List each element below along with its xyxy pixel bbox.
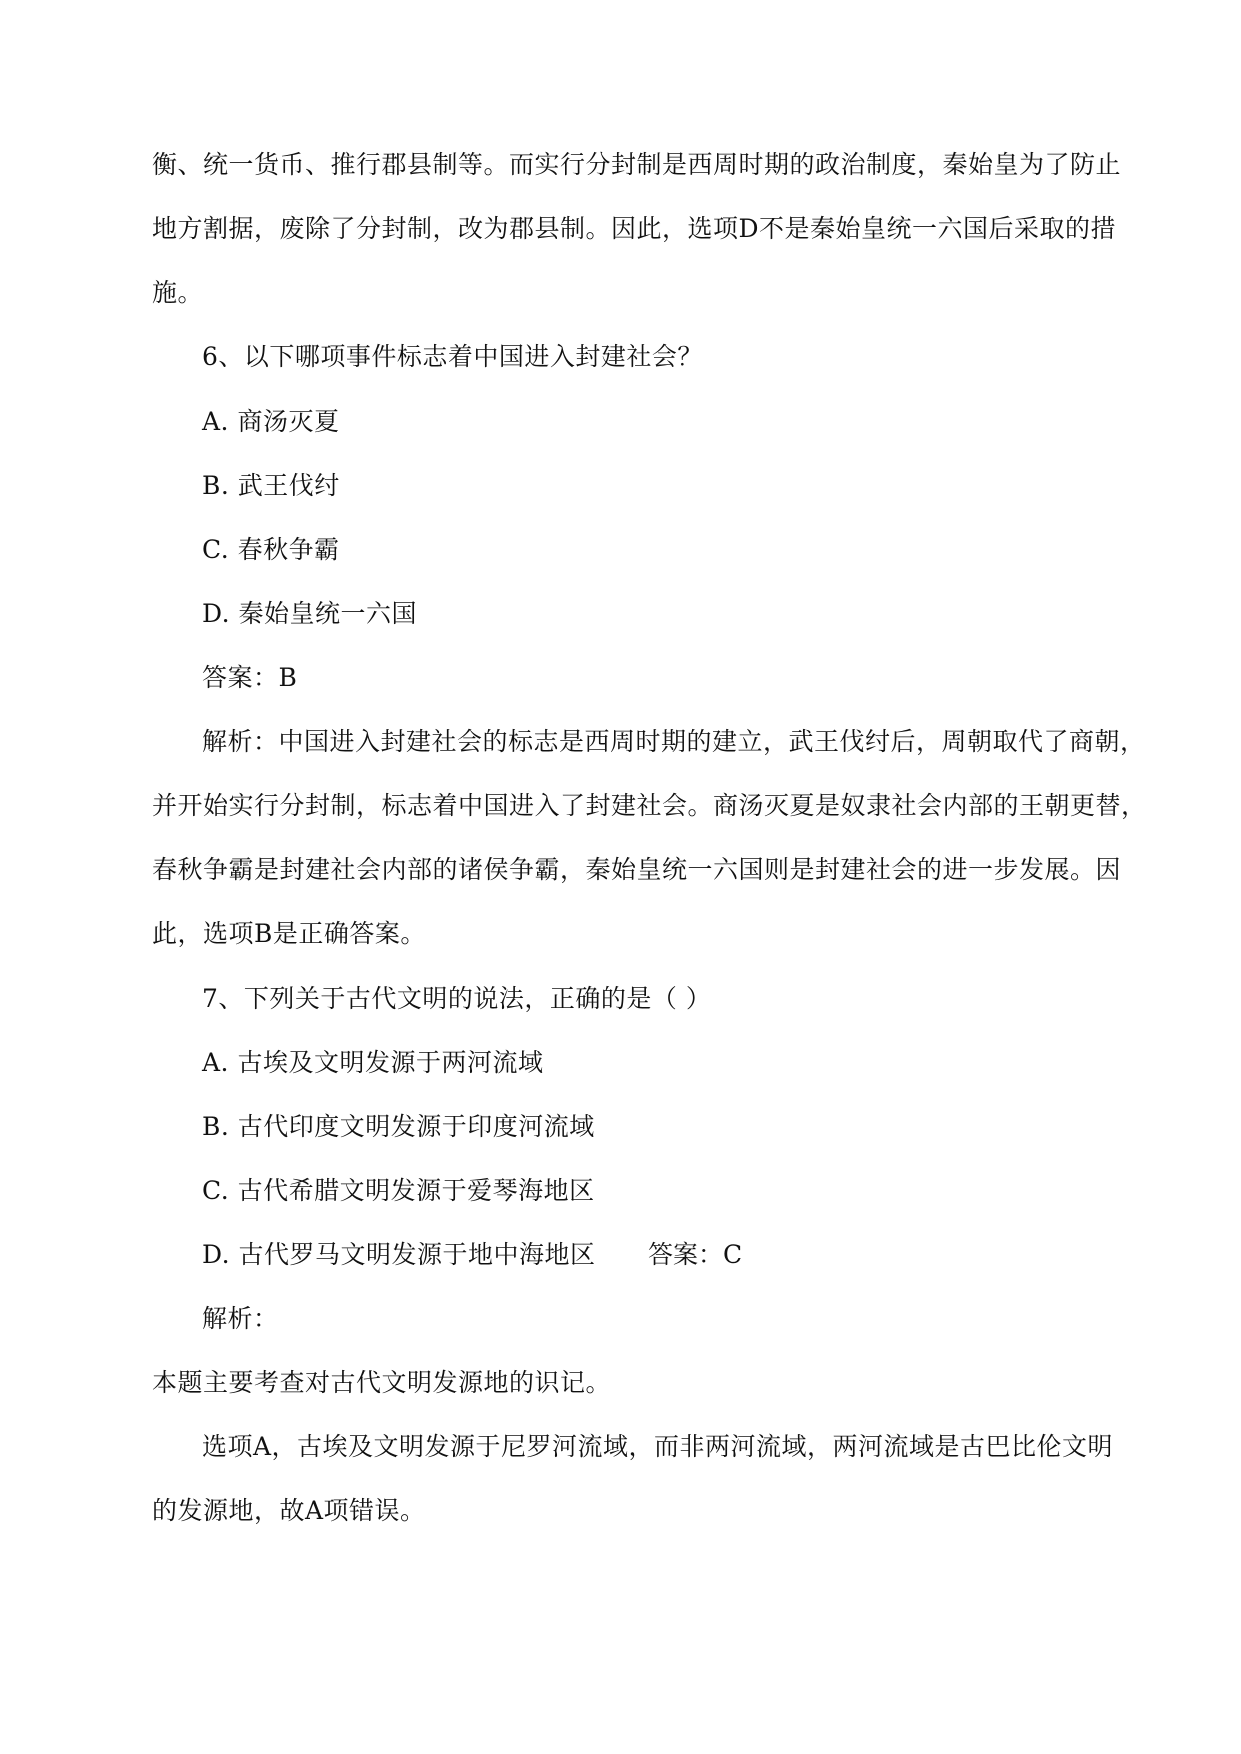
q6-option-b: B. 武王伐纣 [202,471,340,500]
q7-option-d: D. 古代罗马文明发源于地中海地区 [202,1240,596,1269]
q7-explanation-label: 解析： [202,1304,279,1333]
q6-explanation-line-4: 此，选项B是正确答案。 [152,919,426,948]
q5-explanation-line-3: 施。 [152,278,204,307]
q7-explanation-a-line-1: 选项A，古埃及文明发源于尼罗河流域，而非两河流域，两河流域是古巴比伦文明 [202,1432,1114,1461]
q7-option-c: C. 古代希腊文明发源于爱琴海地区 [202,1176,595,1205]
q6-option-a: A. 商汤灭夏 [202,407,340,436]
q6-explanation-line-3: 春秋争霸是封建社会内部的诸侯争霸，秦始皇统一六国则是封建社会的进一步发展。因 [152,855,1122,884]
q6-question: 6、以下哪项事件标志着中国进入封建社会？ [202,342,703,371]
q7-explanation-a-line-2: 的发源地，故A项错误。 [152,1496,426,1525]
q7-option-b: B. 古代印度文明发源于印度河流域 [202,1112,595,1141]
q7-question: 7、下列关于古代文明的说法，正确的是（ ） [202,984,712,1013]
q6-answer: 答案：B [202,663,298,692]
q7-answer: 答案：C [648,1240,743,1269]
q6-option-c: C. 春秋争霸 [202,535,340,564]
q6-option-d: D. 秦始皇统一六国 [202,599,418,628]
q5-explanation-line-2: 地方割据，废除了分封制，改为郡县制。因此，选项D不是秦始皇统一六国后采取的措 [152,214,1117,243]
q5-explanation-line-1: 衡、统一货币、推行郡县制等。而实行分封制是西周时期的政治制度，秦始皇为了防止 [152,150,1122,179]
q6-explanation-line-1: 解析：中国进入封建社会的标志是西周时期的建立，武王伐纣后，周朝取代了商朝， [202,727,1146,756]
q7-explanation-intro: 本题主要考查对古代文明发源地的识记。 [152,1368,612,1397]
q6-explanation-line-2: 并开始实行分封制，标志着中国进入了封建社会。商汤灭夏是奴隶社会内部的王朝更替， [152,791,1147,820]
q7-option-a: A. 古埃及文明发源于两河流域 [202,1048,544,1077]
